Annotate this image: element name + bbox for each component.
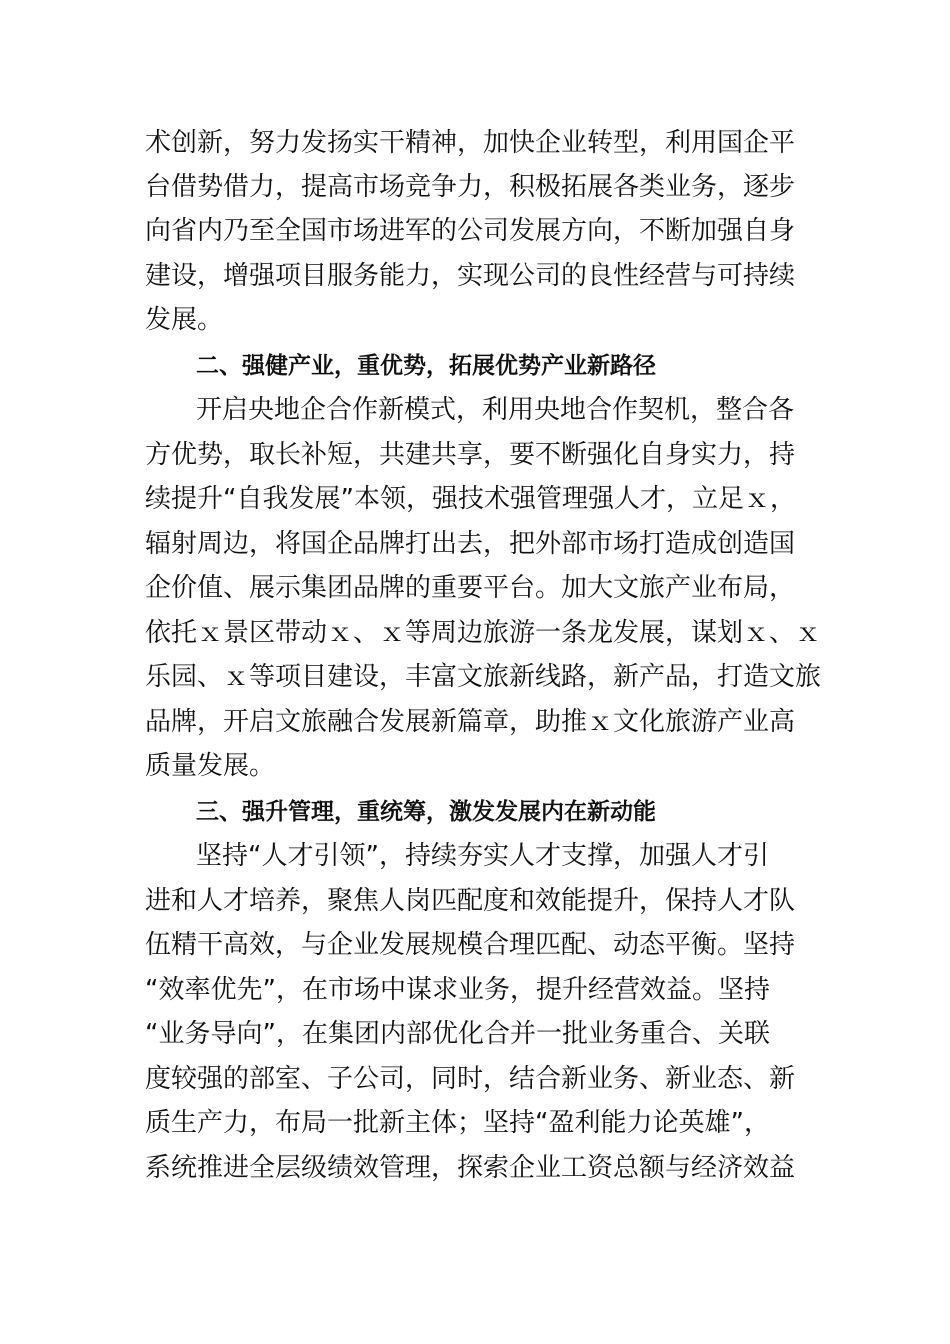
paragraph-first-line: 坚持“人才引领”，持续夯实人才支撑，加强人才引 [196, 841, 769, 871]
section-heading-3: 三、强升管理，重统筹，激发发展内在新动能 [196, 799, 656, 825]
body-text-line: 乐园、ｘ等项目建设，丰富文旅新线路，新产品，打造文旅 [145, 662, 822, 692]
body-text-line: “效率优先”，在市场中谋求业务，提升经营效益。坚持 [145, 975, 770, 1005]
body-text-line: 台借势借力，提高市场竞争力，积极拓展各类业务，逐步 [145, 172, 796, 202]
body-text-line: 品牌，开启文旅融合发展新篇章，助推ｘ文化旅游产业高 [145, 707, 796, 737]
body-text-line: “业务导向”，在集团内部优化合并一批业务重合、关联 [145, 1019, 770, 1049]
body-text-line: 伍精干高效，与企业发展规模合理匹配、动态平衡。坚持 [145, 930, 796, 960]
body-text-line: 质生产力，布局一批新主体；坚持“盈利能力论英雄”， [145, 1108, 770, 1138]
body-text-line: 续提升“自我发展”本领，强技术强管理强人才，立足ｘ， [145, 484, 796, 514]
section-heading-2: 二、强健产业，重优势，拓展优势产业新路径 [196, 353, 656, 379]
body-text-line: 依托ｘ景区带动ｘ、ｘ等周边旅游一条龙发展，谋划ｘ、ｘ [145, 618, 822, 648]
body-text-line: 质量发展。 [145, 751, 276, 781]
body-text-line: 建设，增强项目服务能力，实现公司的良性经营与可持续 [145, 261, 796, 291]
body-text-line: 度较强的部室、子公司，同时，结合新业务、新业态、新 [145, 1064, 796, 1094]
body-text-line: 辐射周边，将国企品牌打出去，把外部市场打造成创造国 [145, 529, 796, 559]
body-text-line: 企价值、展示集团品牌的重要平台。加大文旅产业布局， [145, 573, 796, 603]
body-text-line: 进和人才培养，聚焦人岗匹配度和效能提升，保持人才队 [145, 886, 796, 916]
body-text-line: 术创新，努力发扬实干精神，加快企业转型，利用国企平 [145, 128, 796, 158]
body-text-line: 发展。 [145, 305, 224, 335]
body-text-line: 向省内乃至全国市场进军的公司发展方向，不断加强自身 [145, 216, 796, 246]
paragraph-first-line: 开启央地企合作新模式，利用央地合作契机，整合各 [196, 395, 795, 425]
body-text-line: 系统推进全层级绩效管理，探索企业工资总额与经济效益 [145, 1153, 796, 1183]
body-text-line: 方优势，取长补短，共建共享，要不断强化自身实力，持 [145, 440, 796, 470]
